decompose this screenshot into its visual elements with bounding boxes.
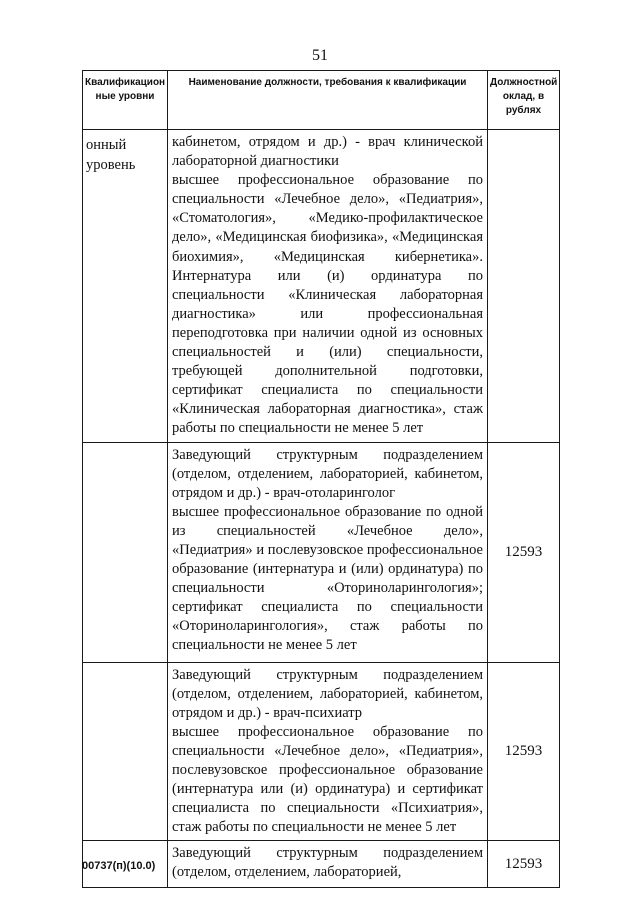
position-title-text: Заведующий структурным подразделением (отделом, отделением, лабораторией, кабинетом, отрядом и др.) - врач-психиатр	[172, 666, 483, 721]
qualification-level-cell	[83, 662, 168, 841]
table-header-row	[83, 71, 560, 130]
table-row	[83, 442, 560, 662]
requirements-text: высшее профессиональное образование по специальности «Лечебное дело», «Педиатрия», послевузовское профессиональное образование (интернатура или (и) ординатура) и сертификат специалиста по специальности «Психиатрия», стаж работы по специальности не менее 5 лет	[172, 723, 483, 836]
position-title-text: Заведующий структурным подразделением (отделом, отделением, лабораторией,	[172, 845, 483, 881]
page-number: 51	[312, 47, 328, 64]
position-description-cell	[168, 841, 488, 888]
qualification-table	[82, 70, 560, 888]
requirements-text: высшее профессиональное образование по специальности «Лечебное дело», «Педиатрия», «Стоматология», «Медико-профилактическое дело», «Медицинская биофизика», «Медицинская биохимия», «Медицинская кибернетика». Интернатура или (и) ординатура по специальности «Клиническая лабораторная диагностика» или профессиональная переподготовка при наличии одной из основных специальностей и (или) специальности, требующей дополнительной подготовки, сертификат специалиста по специальности «Клиническая лабораторная диагностика», стаж работы по специальности не менее 5 лет	[172, 172, 483, 437]
position-title-text: кабинетом, отрядом и др.) - врач клинической лабораторной диагностики	[172, 134, 483, 170]
qualification-level-cell	[83, 442, 168, 662]
header-salary: Должностной оклад, в рублях	[488, 71, 560, 130]
position-title-text: Заведующий структурным подразделением (отделом, отделением, лабораторией, кабинетом, отрядом и др.) - врач-отоларинголог	[172, 446, 483, 501]
header-position-requirements: Наименование должности, требования к квалификации	[168, 71, 488, 130]
salary-cell: 12593	[488, 442, 560, 662]
qualification-level-cell: онный уровень	[83, 130, 168, 443]
position-description-cell	[168, 130, 488, 443]
document-code: 00737(п)(10.0)	[82, 860, 156, 872]
salary-cell	[488, 130, 560, 443]
salary-cell: 12593	[488, 841, 560, 888]
table-row	[83, 662, 560, 841]
salary-cell: 12593	[488, 662, 560, 841]
requirements-text: высшее профессиональное образование по одной из специальностей «Лечебное дело», «Педиатрия» и послевузовское профессиональное образование (интернатура и (или) ординатура) по специальности «Оториноларингология»; сертификат специалиста по специальности «Оториноларингология», стаж работы по специальности не менее 5 лет	[172, 503, 483, 654]
header-qualification-levels: Квалификацион ные уровни	[83, 71, 168, 130]
table-row	[83, 130, 560, 443]
position-description-cell	[168, 662, 488, 841]
position-description-cell	[168, 442, 488, 662]
